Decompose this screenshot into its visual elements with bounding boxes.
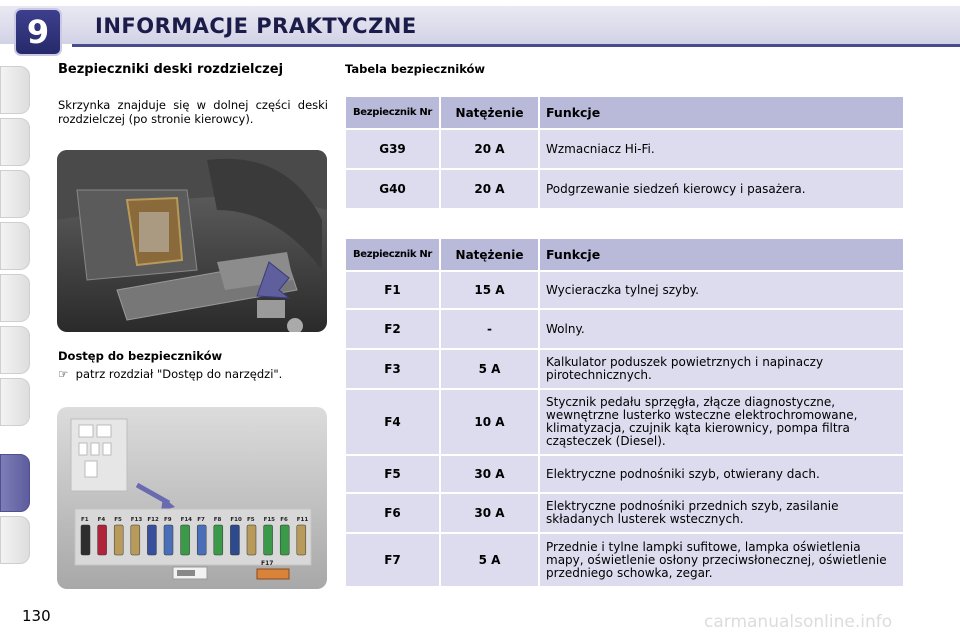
fuse-label: F11 xyxy=(296,517,309,523)
fuse-slot xyxy=(131,525,140,555)
fuse-slot xyxy=(181,525,190,555)
side-tab-7[interactable] xyxy=(0,378,30,426)
fuse-label: F5 xyxy=(247,517,255,523)
side-tab-9-active[interactable] xyxy=(0,454,30,512)
column-header-fuse-nr: Bezpiecznik Nr xyxy=(346,239,439,270)
table-header-row xyxy=(346,97,903,128)
column-header-current: Natężenie xyxy=(441,239,538,270)
table-row xyxy=(346,390,903,454)
fuse-slot xyxy=(164,525,173,555)
fuse-number-cell: F3 xyxy=(346,350,439,388)
header-underline xyxy=(72,44,960,47)
function-cell: Elektryczne podnośniki przednich szyb, zasilanie składanych lusterek wstecznych. xyxy=(540,494,903,532)
current-cell: 30 A xyxy=(441,494,538,532)
table-row xyxy=(346,170,903,208)
fuse-number-cell: F7 xyxy=(346,534,439,586)
page-header xyxy=(0,0,960,56)
table-row xyxy=(346,456,903,492)
fuse-label-f17: F17 xyxy=(261,560,274,567)
current-cell: 5 A xyxy=(441,534,538,586)
fuse-number-cell: G39 xyxy=(346,130,439,168)
fuse-table-2 xyxy=(344,237,905,588)
table-row xyxy=(346,272,903,308)
fuse-slot xyxy=(230,525,239,555)
fuse-slot xyxy=(264,525,273,555)
fuse-label: F9 xyxy=(164,517,172,523)
fuse-label: F7 xyxy=(197,517,205,523)
function-cell: Przednie i tylne lampki sufitowe, lampka oświetlenia mapy, oświetlenie osłony przeciwsłonecznej, oświetlenie przedniego schowka, zegar. xyxy=(540,534,903,586)
fuse-slot xyxy=(214,525,223,555)
column-header-fuse-nr: Bezpiecznik Nr xyxy=(346,97,439,128)
fuse-slot xyxy=(81,525,90,555)
fusebox-illustration xyxy=(57,407,327,589)
chapter-number-badge: 9 xyxy=(14,8,62,56)
access-bullet xyxy=(58,367,282,381)
fuse-slot xyxy=(98,525,107,555)
fuse-slot xyxy=(247,525,256,555)
fuse-slot xyxy=(297,525,306,555)
current-cell: 15 A xyxy=(441,272,538,308)
watermark: carmanualsonline.info xyxy=(704,612,893,632)
fuse-label: F13 xyxy=(130,517,143,523)
side-tab-1[interactable] xyxy=(0,66,30,114)
function-cell: Stycznik pedału sprzęgła, złącze diagnostyczne, wewnętrzne lusterko wsteczne elektrochromowane, klimatyzacja, czujnik kąta kierownicy, pompa filtra cząsteczek (Diesel). xyxy=(540,390,903,454)
dashboard-photo xyxy=(57,150,327,332)
intro-text: Skrzynka znajduje się w dolnej części deski rozdzielczej (po stronie kierowcy). xyxy=(58,98,328,126)
function-cell: Wzmacniacz Hi-Fi. xyxy=(540,130,903,168)
fuse-label: F5 xyxy=(114,517,122,523)
fuse-label: F6 xyxy=(280,517,288,523)
fuse-number-cell: F5 xyxy=(346,456,439,492)
fuse-number-cell: F6 xyxy=(346,494,439,532)
table-row xyxy=(346,534,903,586)
fuse-label: F10 xyxy=(230,517,242,523)
chapter-title: INFORMACJE PRAKTYCZNE xyxy=(95,14,417,38)
current-cell: 10 A xyxy=(441,390,538,454)
access-title: Dostęp do bezpieczników xyxy=(58,349,223,363)
table-title: Tabela bezpieczników xyxy=(345,62,486,76)
section-title: Bezpieczniki deski rozdzielczej xyxy=(58,62,284,77)
fuse-number-cell: F2 xyxy=(346,310,439,348)
current-cell: 20 A xyxy=(441,130,538,168)
side-tab-6[interactable] xyxy=(0,326,30,374)
side-tab-2[interactable] xyxy=(0,118,30,166)
page-number: 130 xyxy=(22,607,51,625)
function-cell: Elektryczne podnośniki szyb, otwierany dach. xyxy=(540,456,903,492)
table-row xyxy=(346,310,903,348)
side-tab-10[interactable] xyxy=(0,516,30,564)
function-cell: Wycieraczka tylnej szyby. xyxy=(540,272,903,308)
fuse-slot xyxy=(147,525,156,555)
fuse-label: F14 xyxy=(180,517,193,523)
fuse-label: F12 xyxy=(147,517,159,523)
pointing-finger-icon: ☞ xyxy=(58,367,69,381)
function-cell: Podgrzewanie siedzeń kierowcy i pasażera. xyxy=(540,170,903,208)
table-row xyxy=(346,494,903,532)
fuse-number-cell: F1 xyxy=(346,272,439,308)
table-header-row xyxy=(346,239,903,270)
current-cell: - xyxy=(441,310,538,348)
column-header-functions: Funkcje xyxy=(540,239,903,270)
access-bullet-text[interactable]: patrz rozdział "Dostęp do narzędzi". xyxy=(75,367,283,381)
chapter-side-tabs xyxy=(0,66,34,576)
fuse-number-cell: G40 xyxy=(346,170,439,208)
side-tab-3[interactable] xyxy=(0,170,30,218)
side-tab-4[interactable] xyxy=(0,222,30,270)
fuse-slot xyxy=(197,525,206,555)
fuse-label: F1 xyxy=(81,517,89,523)
column-header-current: Natężenie xyxy=(441,97,538,128)
fuse-label: F8 xyxy=(213,517,222,523)
fuse-slot xyxy=(114,525,123,555)
current-cell: 5 A xyxy=(441,350,538,388)
fuse-label: F4 xyxy=(97,517,106,523)
fuse-label: F15 xyxy=(263,517,276,523)
side-tab-5[interactable] xyxy=(0,274,30,322)
fuse-table-1 xyxy=(344,95,905,210)
table-row xyxy=(346,350,903,388)
current-cell: 20 A xyxy=(441,170,538,208)
function-cell: Wolny. xyxy=(540,310,903,348)
function-cell: Kalkulator poduszek powietrznych i napinaczy pirotechnicznych. xyxy=(540,350,903,388)
fuse-f17-slot xyxy=(257,569,289,579)
dashboard-illustration xyxy=(57,150,327,332)
fusebox-diagram xyxy=(57,407,327,589)
current-cell: 30 A xyxy=(441,456,538,492)
fuse-slot xyxy=(280,525,289,555)
table-row xyxy=(346,130,903,168)
column-header-functions: Funkcje xyxy=(540,97,903,128)
fuse-number-cell: F4 xyxy=(346,390,439,454)
